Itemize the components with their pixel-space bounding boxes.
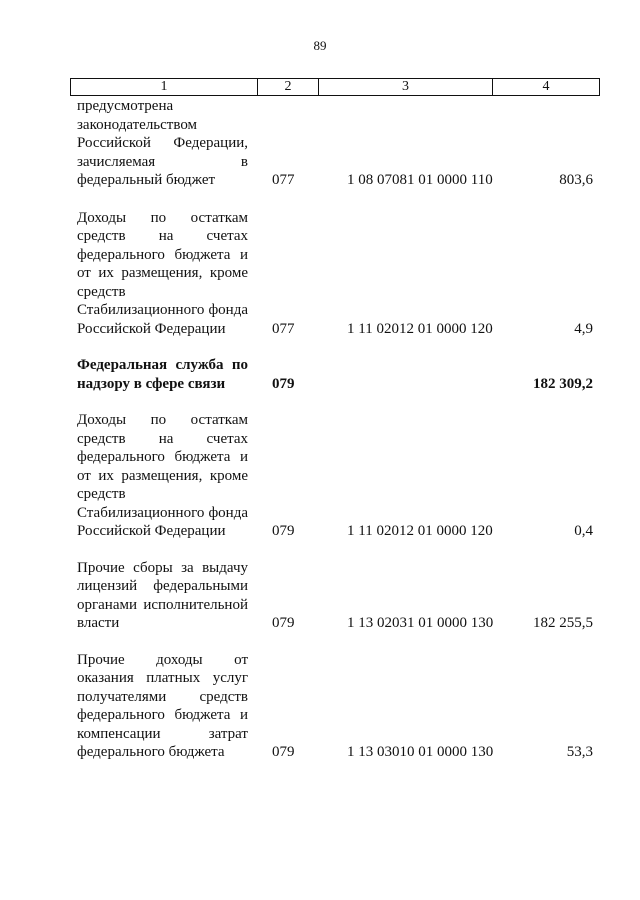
row-budget-code: 1 13 02031 01 0000 130 [347, 615, 494, 631]
row-admin-code: 079 [272, 523, 295, 539]
row-budget-code: 1 11 02012 01 0000 120 [347, 523, 493, 539]
row-description: Прочие доходы от оказания платных услуг получателями средств федерального бюджета и компенсации затрат федерального бюджета [77, 651, 248, 760]
row-budget-code: 1 11 02012 01 0000 120 [347, 320, 493, 337]
table-header [70, 78, 600, 96]
table-row [77, 97, 593, 190]
row-description: Доходы по остаткам средств на счетах федерального бюджета и от их размещения, кроме средств Стабилизационного фонда Российской Федерации [77, 412, 248, 539]
table-row [77, 559, 593, 633]
header-col-1: 1 [160, 79, 168, 94]
row-budget-code: 1 08 07081 01 0000 110 [347, 172, 493, 188]
table-row [77, 651, 593, 762]
row-amount: 0,4 [574, 523, 593, 539]
row-amount: 53,3 [566, 744, 593, 760]
header-col-2: 2 [257, 79, 318, 95]
row-admin-code: 079 [272, 744, 295, 760]
row-amount: 4,9 [574, 320, 593, 337]
row-description: Прочие сборы за выдачу лицензий федеральными органами исполнительной власти [77, 559, 248, 631]
row-admin-code: 077 [272, 172, 295, 188]
row-description: предусмотрена законодательством Российской Федерации, зачисляемая в федеральный бюджет [77, 98, 248, 188]
row-admin-code: 079 [272, 375, 295, 392]
page-number: 89 [313, 38, 327, 53]
table-row-section [77, 356, 593, 393]
row-description: Федеральная служба по надзору в сфере связи [77, 357, 248, 392]
row-admin-code: 077 [272, 320, 295, 337]
header-col-4: 4 [492, 79, 599, 95]
header-col-3: 3 [318, 79, 492, 95]
table-body [77, 97, 593, 780]
row-admin-code: 079 [272, 615, 295, 631]
row-amount: 182 255,5 [533, 615, 593, 631]
row-description: Доходы по остаткам средств на счетах федерального бюджета и от их размещения, кроме средств Стабилизационного фонда Российской Федерации [77, 209, 248, 337]
row-amount: 182 309,2 [533, 375, 593, 392]
table-row [77, 209, 593, 339]
table-row [77, 411, 593, 541]
row-budget-code: 1 13 03010 01 0000 130 [347, 744, 494, 760]
row-amount: 803,6 [559, 172, 593, 188]
